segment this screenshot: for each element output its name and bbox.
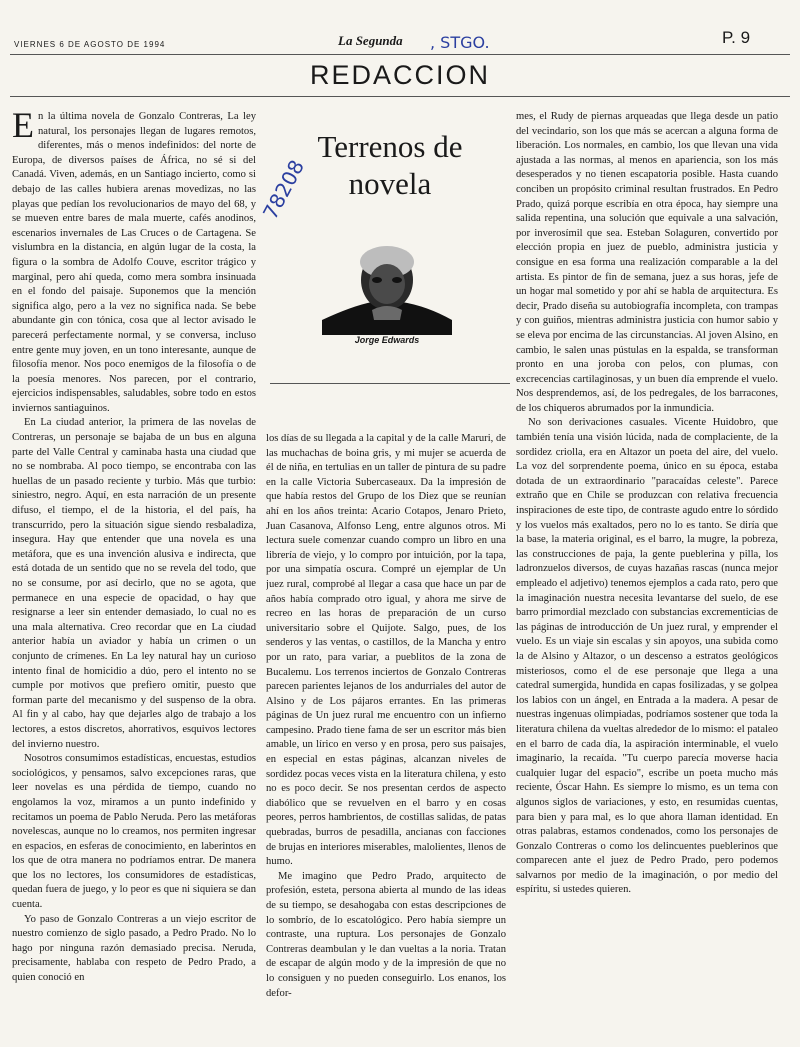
headline-line: novela <box>348 166 432 201</box>
paragraph: En La ciudad anterior, la primera de las novelas de Contreras, un personaje se bajaba de un bus en alguna parte del Valle Central y caminaba hasta una ciudad que no se nombraba. Al poco tiempo, se encontraba con las huellas de un pasado reciente y turbio. Más que turbio: siniestro, negro. Aquí, en esta narración de un presente difuso, el tiempo, el de la historia, el del país, ha transcurrido, pero la situación sigue siendo resbaladiza, insegura. Hay que entender que una novela es una metáfora, que es una invención alusiva e indirecta, que está dotada de un sentido que no se revela del todo, que no se consume, por así decirlo, que no se agota, que permanece en una especie de opacidad, o hay que resignarse a leer sin entender demasiado, lo cual no es una mala alternativa. Creo recordar que en La ciudad anterior había un aviador y había un crimen o un conjunto de crímenes. En La ley natural hay un curioso intento final de homicidio a dúo, pero el intento no se cumple por motivos que prefiero omitir, puesto que forman parte del mecanismo y del suspenso de la obra. Al fin y al cabo, hay que dejarles algo de trabajo a los lectores, a estos discretos, ahorrativos, esquivos lectores del invierno nuestro. <box>12 417 256 750</box>
headline-line: Terrenos de <box>317 129 463 164</box>
article-column-3 <box>516 110 778 1038</box>
section-rule <box>10 96 790 97</box>
edition-date: VIERNES 6 DE AGOSTO DE 1994 <box>14 40 166 49</box>
article-column-2 <box>266 432 506 1038</box>
page-number: P. 9 <box>722 28 751 47</box>
top-rule <box>10 54 790 55</box>
author-caption: Jorge Edwards <box>354 335 420 345</box>
paragraph: No son derivaciones casuales. Vicente Huidobro, que también tenía una visión lúcida, nada de complaciente, de la sordidez criolla, era en Altazor un poeta del aire, del vuelo. La voz del sorprendente poema, único en su época, estaba dotada de un extraordinario "paracaídas celeste". Parece extraño que en Chile se produzcan con relativa frecuencia inspiraciones de este tipo, de contraste agudo entre lo sórdido y los vuelos más exaltados, pero no lo es tanto. Se diría que la base, la materia original, es el barro, la mugre, la pobreza, las construcciones de paja, la gente pueblerina y pilla, los ladronzuelos diversos, de cuyas hazañas rascas (nunca mejor empleado el adjetivo) tenemos ejemplos a cada rato, pero que la imaginación nuestra necesita levantarse del suelo, de ese barro primordial mezclado con substancias excrementicias de las páginas de introducción de Un juez rural, y emprender el vuelo. Es un viaje sin escalas y sin apoyos, una subida como la de Alsino y Altazor, o un descenso a estratos geológicos misteriosos, como el de ese personaje que llega a una catedral sumergida, hundida en capas fosilizadas, y se golpea los labios con un ángel, en Entrada a la madera. A pesar de nuestras ingenuas olimpiadas, podríamos sostener que toda la literatura chilena da vueltas alrededor de lo mismo: el pataleo en el barro de cada día, la aspiración interminable, el vuelo imaginario, la recaída. "Tu cuerpo parecía moverse hacia cualquier lugar del espacio", escribe un poeta mucho más reciente, Óscar Hahn. Es siempre lo mismo, es un tema con algunos siglos de variaciones, y esto, en resumidas cuentas, para bien y para mal, es lo que ahora llaman identidad. En otras palabras, estamos condenados, como los personajes de Gonzalo Contreras o como los delincuentes pueblerinos que comparecen ante el juez de Pedro Prado, pero podemos salvarnos por medio de la imaginación, o por medio del espíritu, si ustedes quieren. <box>516 417 778 896</box>
drop-cap: E <box>12 110 34 145</box>
handwritten-note: , STGO. <box>430 33 490 52</box>
author-portrait <box>322 240 452 335</box>
handwritten-number: 78208 <box>258 155 310 224</box>
paragraph: n la última novela de Gonzalo Contreras, La ley natural, los personajes llegan de lugares remotos, diferentes, más o menos indefinidos: del norte de Europa, de diversos países de África, no sé si del Canadá. Viven, además, en un Santiago incierto, como si debajo de las calles hubiera arenas movedizas, no las playas que pedían los revolucionarios de mayo del 68, y se mueven entre bares de mala muerte, cafés anodinos, escenarios invernales de Las Cruces o de Cartagena. Se vislumbra en la distancia, en algún lugar de la costa, la figura o la sombra de Adolfo Couve, escritor trágico y marginal, pero ahí queda, como mera sombra insinuada en el fondo del paisaje. Suponemos que la mención significa algo, pero a la vez no significa nada. Se bebe abundante gin con tónica, cosa que al lector avisado le parecerá perfectamente normal, y se conversa, incluso entre gente muy joven, en un tono interesante, aunque de filosofía menor. Nos poco enemigos de la filosofía o de la poesía menores. Nos parecen, por el contrario, ejercicios indispensables, saludables, sobre todo en estos inviernos santiaguinos. <box>12 111 256 414</box>
paragraph: los días de su llegada a la capital y de la calle Maruri, de las muchachas de boina gris, y mi mujer se acuerda de él de niña, en tertulias en un taller de pintura de su padre en la calle Victoria Subercaseaux. Da la impresión de que había restos del Grupo de los Diez que se reunían ahí en los años treinta: Acario Cotapos, Jenaro Prieto, Juan Casanova, Alfonso Leng, entre algunos otros. Mi lectura suele comenzar cuando compro un libro en una librería de viejo, y lo compro por intuición, por la tapa, por una simpatía oscura. Compré un ejemplar de Un juez rural, comprobé al llegar a casa que hace un par de años había comprado otro igual, y ahora me sirve de recreo en las horas de preparación de un curso universitario sobre el Quijote. Salgo, pues, de los senderos y las ventas, o castillos, de la Mancha y entro por un rato, para variar, a pueblitos de la zona de Bucalemu. Los terrenos inciertos de Gonzalo Contreras parecen parientes lejanos de los andurriales del autor de Alsino y de Los pájaros errantes. En las primeras páginas de Un juez rural me encuentro con un infierno campesino. Prado tiene fama de ser un escritor más bien amable, un lírico en verso y en prosa, pero sus paisajes, en especial en estas páginas, alcanzan niveles de sordidez pocas veces vista en la literatura chilena, y esto no es poco decir. Se nos presentan cerdos de aspecto diabólico que se revuelven en el barro y en cosas peores, perros hambrientos, de costillas salidas, de patas quebradas, burros de pesadilla, ancianas con facciones de brujas en interiores miserables, malolientes, llenos de humo. <box>266 433 506 868</box>
article-column-1 <box>12 110 256 1038</box>
newspaper-name: La Segunda <box>338 33 403 48</box>
paragraph: Yo paso de Gonzalo Contreras a un viejo escritor de nuestro comienzo de siglo pasado, a Pedro Prado. No lo hago por ninguna razón demasiado precisa. Neruda, precisamente, hablaba con respeto de Pedro Prado, a quien conoció en <box>12 913 256 984</box>
paragraph: Nosotros consumimos estadísticas, encuestas, estudios sociológicos, y pensamos, salvo excepciones raras, que leer novelas es una pérdida de tiempo, cuando no engolamos la voz, miramos a un punto indefinido y recitamos un poema de Pablo Neruda. Pero las metáforas novelescas, aunque no lo creamos, nos permiten ingresar en espacios, en esferas de conocimiento, en laberintos en los que de otra manera no podríamos entrar. De manera que los no lectores, los consumidores de estadísticas, quedan fuera de juego, y lo peor es que ni siquiera se dan cuenta. <box>12 753 256 911</box>
section-title: REDACCION <box>309 60 490 90</box>
paragraph: Me imagino que Pedro Prado, arquitecto de profesión, esteta, persona abierta al mundo de las ideas de su tiempo, se desahogaba con estas descripciones de lo sombrío, de lo escatológico. Pero había siempre un contraste, una ruptura. Los personajes de Gonzalo Contreras deambulan y le dan vueltas a la noria. Tratan de escapar de algún modo y de la impresión de que no lo consiguen y no pueden conseguirlo. Los enanos, los defor- <box>266 870 506 999</box>
paragraph: mes, el Rudy de piernas arqueadas que llega desde un patio del vecindario, son los que más se acercan a alguna forma de liberación. Los normales, en cambio, los que llevan una vida ajustada a las normas, al menos en apariencia, son los más desesperados y no tienen escapatoria posible. Hasta cuando conciben un propósito criminal resultan frustrados. En Pedro Prado, quizá porque escribía en otra época, hay siempre una salida repentina, una solución que equivale a una salvación, por inverosímil que sea. Esteban Solaguren, convertido por elección propia en juez de pueblo, administra justicia y consigue en esa forma una realización comparable a la del artista. Es pintor de fin de semana, juez a sus horas, jefe de un hogar mal sometido y por ahí se habla de arquitectura. Es decir, Prado diseña su autobiografía incompleta, con trampas y con guiños, mientras administra justicia con humor sabio y se eleva por encima de las circunstancias. Al joven Alsino, en cambio, le salen unas pústulas en la espalda, se transforman pronto en una joroba con pelos, con plumas, con excrecencias cartilaginosas, y un buen día emprende el vuelo. Nos desprendemos, así, de los pedregales, de los barracones, de los chiqueros abrumados por la inmundicia. <box>516 111 778 414</box>
headline-rule <box>270 383 510 384</box>
